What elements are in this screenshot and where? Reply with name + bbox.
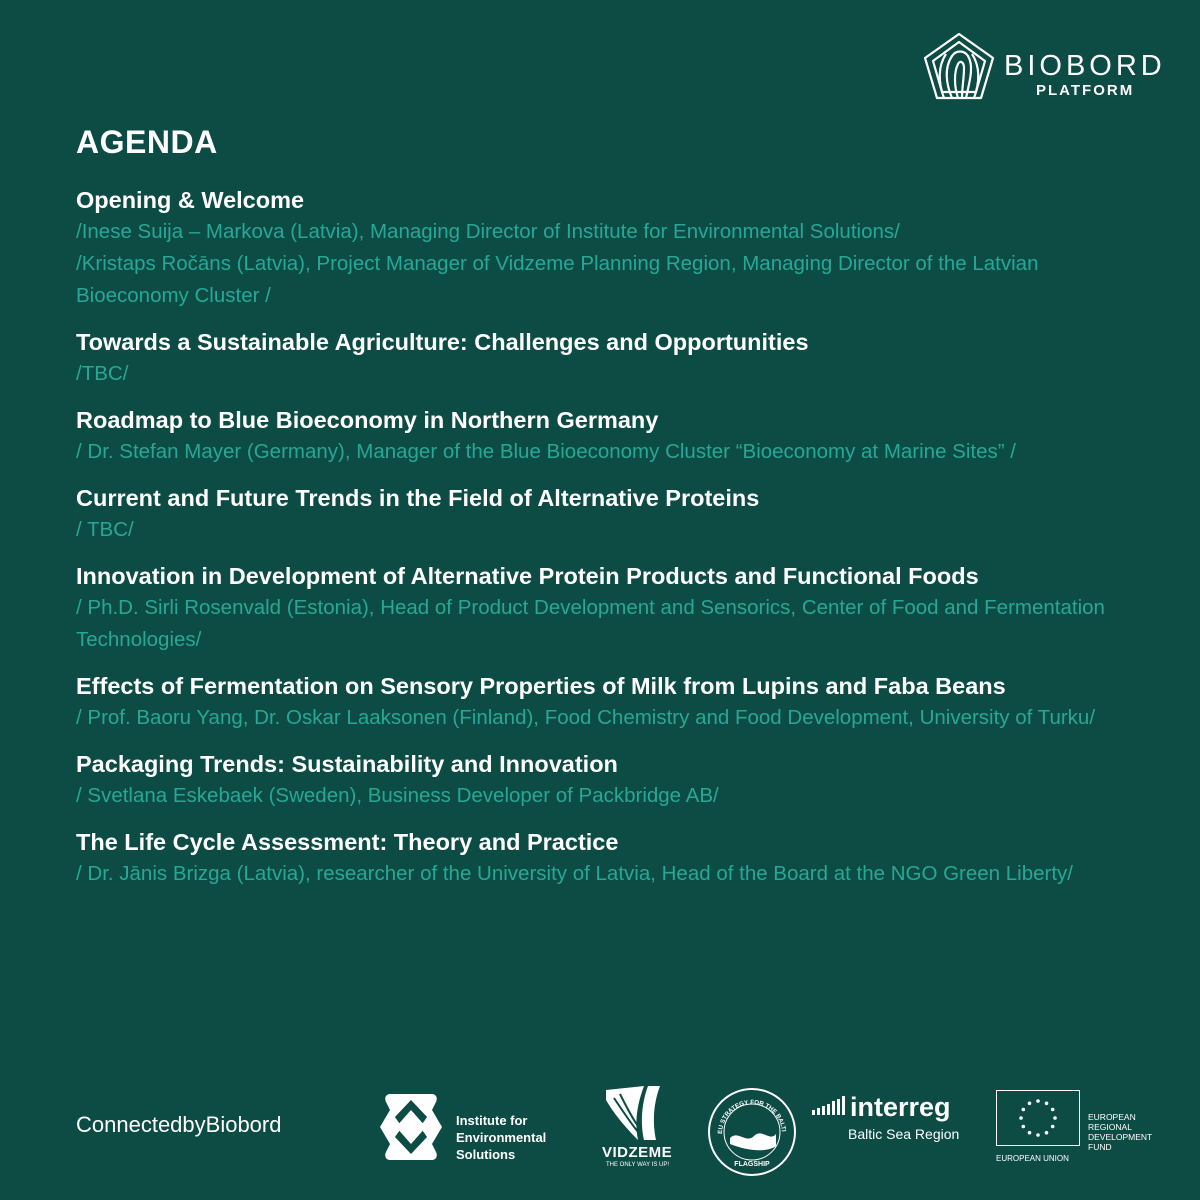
eu-fund-line: REGIONAL <box>1088 1122 1132 1132</box>
eu-star <box>1036 1099 1040 1103</box>
eu-star <box>1022 1125 1026 1129</box>
agenda-item-speaker: / Dr. Stefan Mayer (Germany), Manager of the Blue Bioeconomy Cluster “Bioeconomy at Marine Sites” / <box>76 440 1016 463</box>
agenda-item-speaker: / Dr. Jānis Brizga (Latvia), researcher of the University of Latvia, Head of the Board at the NGO Green Liberty/ <box>76 862 1073 885</box>
eu-union-label: EUROPEAN UNION <box>996 1154 1069 1163</box>
vidzeme-name: VIDZEME <box>602 1144 673 1161</box>
eu-star <box>1022 1108 1026 1112</box>
brand-name: BIOBORD <box>1004 50 1166 82</box>
eu-star <box>1028 1102 1032 1106</box>
ies-line: Solutions <box>456 1147 516 1162</box>
flagship-ring-text: EU STRATEGY FOR THE BALTI <box>716 1098 787 1135</box>
eu-star <box>1053 1116 1057 1120</box>
eu-logo <box>996 1088 1176 1172</box>
agenda-item-title: Opening & Welcome <box>76 187 305 213</box>
eu-star <box>1051 1125 1055 1129</box>
interreg-logo <box>812 1092 982 1152</box>
agenda-list <box>76 184 1156 904</box>
agenda-item <box>76 404 1156 468</box>
flagship-logo <box>706 1086 798 1178</box>
interreg-name: interreg <box>850 1092 951 1122</box>
agenda-item-title: Effects of Fermentation on Sensory Properties of Milk from Lupins and Faba Beans <box>76 673 1006 699</box>
agenda-item-speaker: /Kristaps Ročāns (Latvia), Project Manager of Vidzeme Planning Region, Managing Director of the Latvian Bioeconomy Cluster / <box>76 252 1039 307</box>
biobord-logo <box>922 32 1178 102</box>
flagship-seal-icon <box>706 1086 798 1178</box>
flagship-label: FLAGSHIP <box>734 1161 770 1168</box>
eu-fund-line: FUND <box>1088 1142 1112 1152</box>
ies-logo <box>376 1090 566 1164</box>
eu-fund-line: EUROPEAN <box>1088 1112 1136 1122</box>
agenda-item-speaker: / Ph.D. Sirli Rosenvald (Estonia), Head of Product Development and Sensorics, Center of Food and Fermentation Technologies/ <box>76 596 1105 651</box>
agenda-item-speaker: / TBC/ <box>76 518 134 541</box>
interreg-region: Baltic Sea Region <box>848 1126 960 1142</box>
eu-flag-icon <box>996 1090 1080 1146</box>
agenda-item-speaker: / Prof. Baoru Yang, Dr. Oskar Laaksonen (Finland), Food Chemistry and Food Development, University of Turku/ <box>76 706 1096 729</box>
agenda-item-title: Roadmap to Blue Bioeconomy in Northern Germany <box>76 407 659 433</box>
eu-star <box>1028 1131 1032 1135</box>
agenda-item-speaker: /TBC/ <box>76 362 129 385</box>
agenda-item-speaker: / Svetlana Eskebaek (Sweden), Business Developer of Packbridge AB/ <box>76 784 719 807</box>
agenda-item-title: Towards a Sustainable Agriculture: Challenges and Opportunities <box>76 329 809 355</box>
agenda-item <box>76 560 1156 656</box>
eu-star <box>1045 1102 1049 1106</box>
agenda-title: AGENDA <box>76 124 218 160</box>
eu-star <box>1045 1131 1049 1135</box>
eu-fund-label <box>1088 1112 1152 1152</box>
eu-star <box>1019 1116 1023 1120</box>
svg-text:EU STRATEGY FOR THE BALTIC SEA <box>706 1086 787 1134</box>
agenda-item <box>76 748 1156 812</box>
agenda-item-title: Innovation in Development of Alternative Protein Products and Functional Foods <box>76 563 979 589</box>
agenda-item <box>76 326 1156 390</box>
agenda-item-speaker: /Inese Suija – Markova (Latvia), Managing Director of Institute for Environmental Solutions/ <box>76 220 900 243</box>
biobord-leaf-icon <box>922 32 996 100</box>
footer-logos <box>0 1080 1200 1190</box>
agenda-item <box>76 482 1156 546</box>
agenda-item-title: Packaging Trends: Sustainability and Innovation <box>76 751 618 777</box>
vidzeme-tagline: THE ONLY WAY IS UP! <box>606 1162 670 1168</box>
eu-fund-line: DEVELOPMENT <box>1088 1132 1153 1142</box>
agenda-item-title: The Life Cycle Assessment: Theory and Practice <box>76 829 619 855</box>
brand-subtitle: PLATFORM <box>1036 82 1135 99</box>
agenda-item <box>76 184 1156 312</box>
eu-star <box>1036 1133 1040 1137</box>
agenda-item <box>76 670 1156 734</box>
ies-line: Environmental <box>456 1130 547 1145</box>
vidzeme-logo <box>582 1084 688 1174</box>
hashtag: ConnectedbyBiobord <box>76 1112 282 1137</box>
ies-diamond-icon <box>376 1090 446 1164</box>
vidzeme-flag-icon <box>604 1084 664 1142</box>
agenda-item <box>76 826 1156 890</box>
interreg-bars-icon <box>812 1096 848 1122</box>
agenda-item-title: Current and Future Trends in the Field of Alternative Proteins <box>76 485 760 511</box>
ies-line: Institute for <box>456 1113 528 1128</box>
eu-star <box>1051 1108 1055 1112</box>
